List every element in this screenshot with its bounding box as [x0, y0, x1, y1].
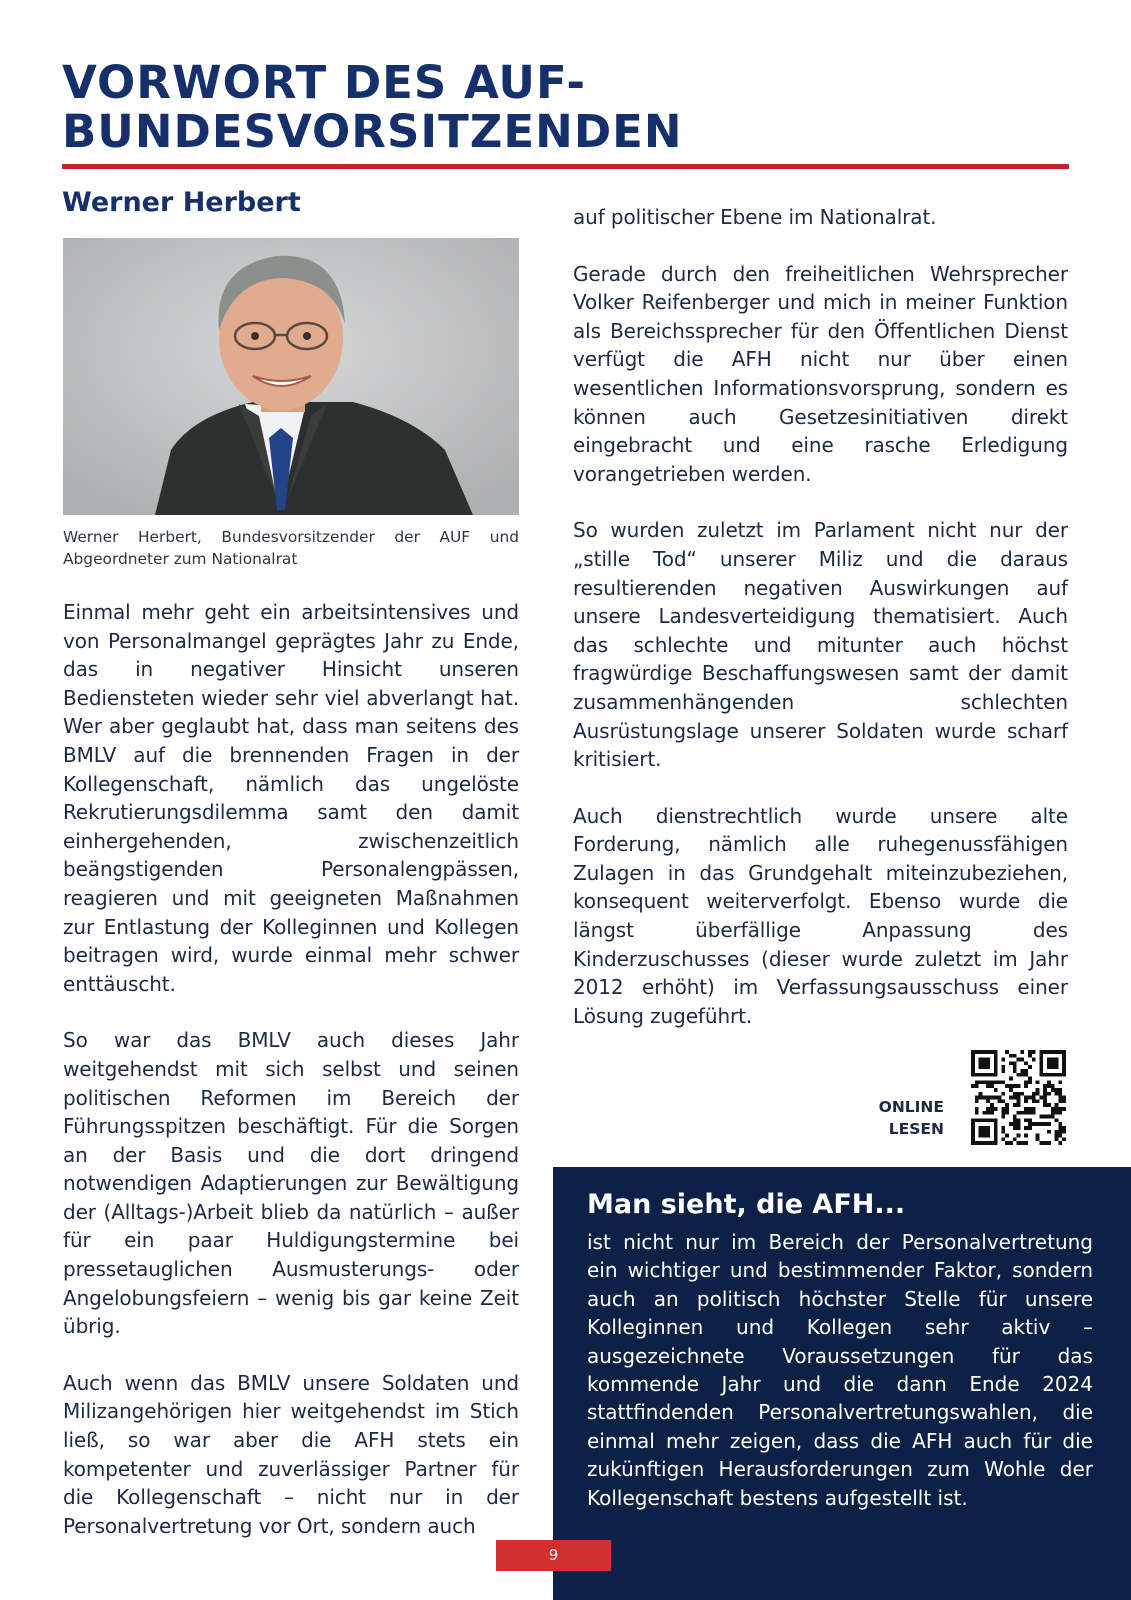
title-divider: [62, 164, 1069, 169]
body-paragraph: auf politischer Ebene im Nationalrat.: [573, 205, 937, 229]
body-paragraph: Auch wenn das BMLV unsere Soldaten und Milizangehörigen hier weitgehendst im Stich ließ, so war aber die AFH stets ein kompetenter und zuverlässiger Partner für die Kollegenschaft – nicht nur in der Personalvertretung vor Ort, sondern auch: [63, 1370, 519, 1538]
highlight-box: [553, 1167, 1131, 1600]
page-title-line-1: VORWORT DES AUF-: [62, 56, 587, 109]
page-title-line-2: BUNDESVORSITZENDEN: [62, 105, 683, 158]
author-portrait: [63, 238, 519, 515]
article-left-column: [63, 598, 519, 1568]
article-right-column: [573, 203, 1068, 1058]
body-paragraph: So war das BMLV auch dieses Jahr weitgehendst mit sich selbst und seinen politischen Reformen im Bereich der Führungsspitzen beschäftigt. Für die Sorgen an der Basis und die dort dringend notwendigen Adaptierungen zur Bewältigung der (Alltags-)Arbeit blieb da natürlich – außer für ein paar Huldigungstermine bei pressetauglichen Ausmusterungs- oder Angelobungsfeiern – wenig bis gar keine Zeit übrig.: [63, 1028, 519, 1339]
photo-caption: Werner Herbert, Bundesvorsitzender der AUF und Abgeordneter zum Nationalrat: [63, 528, 519, 568]
body-paragraph: Auch dienstrechtlich wurde unsere alte Forderung, nämlich alle ruhegenussfähigen Zulagen in das Grundgehalt miteinzubeziehen, konsequent weiterverfolgt. Ebenso wurde die längst überfällige Anpassung des Kinderzuschusses (dieser wurde zuletzt im Jahr 2012 erhöht) im Verfassungsausschuss einer Lösung zugeführt.: [573, 803, 1068, 1028]
page-number: 9: [496, 1540, 611, 1571]
highlight-box-text: ist nicht nur im Bereich der Personalvertretung ein wichtiger und bestimmender Faktor, sondern auch an politisch höchster Stelle für unsere Kolleginnen und Kollegen sehr aktiv – ausgezeichnete Voraussetzungen für das kommende Jahr und die dann Ende 2024 stattfindenden Personalvertretungswahlen, die einmal mehr zeigen, dass die AFH auch für die zukünftigen Herausforderungen zum Wohle der Kollegenschaft bestens aufgestellt ist.: [587, 1230, 1093, 1510]
body-paragraph: Gerade durch den freiheitlichen Wehrsprecher Volker Reifenberger und mich in meiner Funktion als Bereichssprecher für den Öffentlichen Dienst verfügt die AFH nicht nur über einen wesentlichen Informationsvorsprung, sondern es können auch Gesetzesinitiativen direkt eingebracht und eine rasche Erledigung vorangetrieben werden.: [573, 261, 1068, 486]
highlight-box-title: Man sieht, die AFH...: [587, 1189, 906, 1220]
body-paragraph: So wurden zuletzt im Parlament nicht nur der „stille Tod“ unserer Miliz und die daraus resultierenden negativen Auswirkungen auf unsere Landesverteidigung thematisiert. Auch das schlechte und mitunter auch höchst fragwürdige Beschaffungswesen samt der damit zusammenhängenden schlechten Ausrüstungslage unserer Soldaten wurde scharf kritisiert.: [573, 518, 1068, 772]
body-paragraph: Einmal mehr geht ein arbeitsintensives und von Personalmangel geprägtes Jahr zu Ende, das in negativer Hinsicht unseren Bediensteten wieder sehr viel abverlangt hat. Wer aber geglaubt hat, dass man seitens des BMLV auf die brennenden Fragen in der Kollegenschaft, nämlich das ungelöste Rekrutierungsdilemma samt den damit einhergehenden, zwischenzeitlich beängstigenden Personalengpässen, reagieren und mit geeigneten Maßnahmen zur Entlastung der Kolleginnen und Kollegen beitragen wird, wurde einmal mehr schwer enttäuscht.: [63, 600, 519, 996]
qr-label-line-2: LESEN: [888, 1120, 944, 1138]
portrait-illustration: [63, 238, 519, 515]
qr-label-line-1: ONLINE: [878, 1098, 944, 1116]
page-title: [62, 58, 683, 156]
qr-code-icon[interactable]: [971, 1050, 1066, 1145]
author-name: Werner Herbert: [62, 187, 301, 218]
qr-label: [836, 1096, 944, 1140]
